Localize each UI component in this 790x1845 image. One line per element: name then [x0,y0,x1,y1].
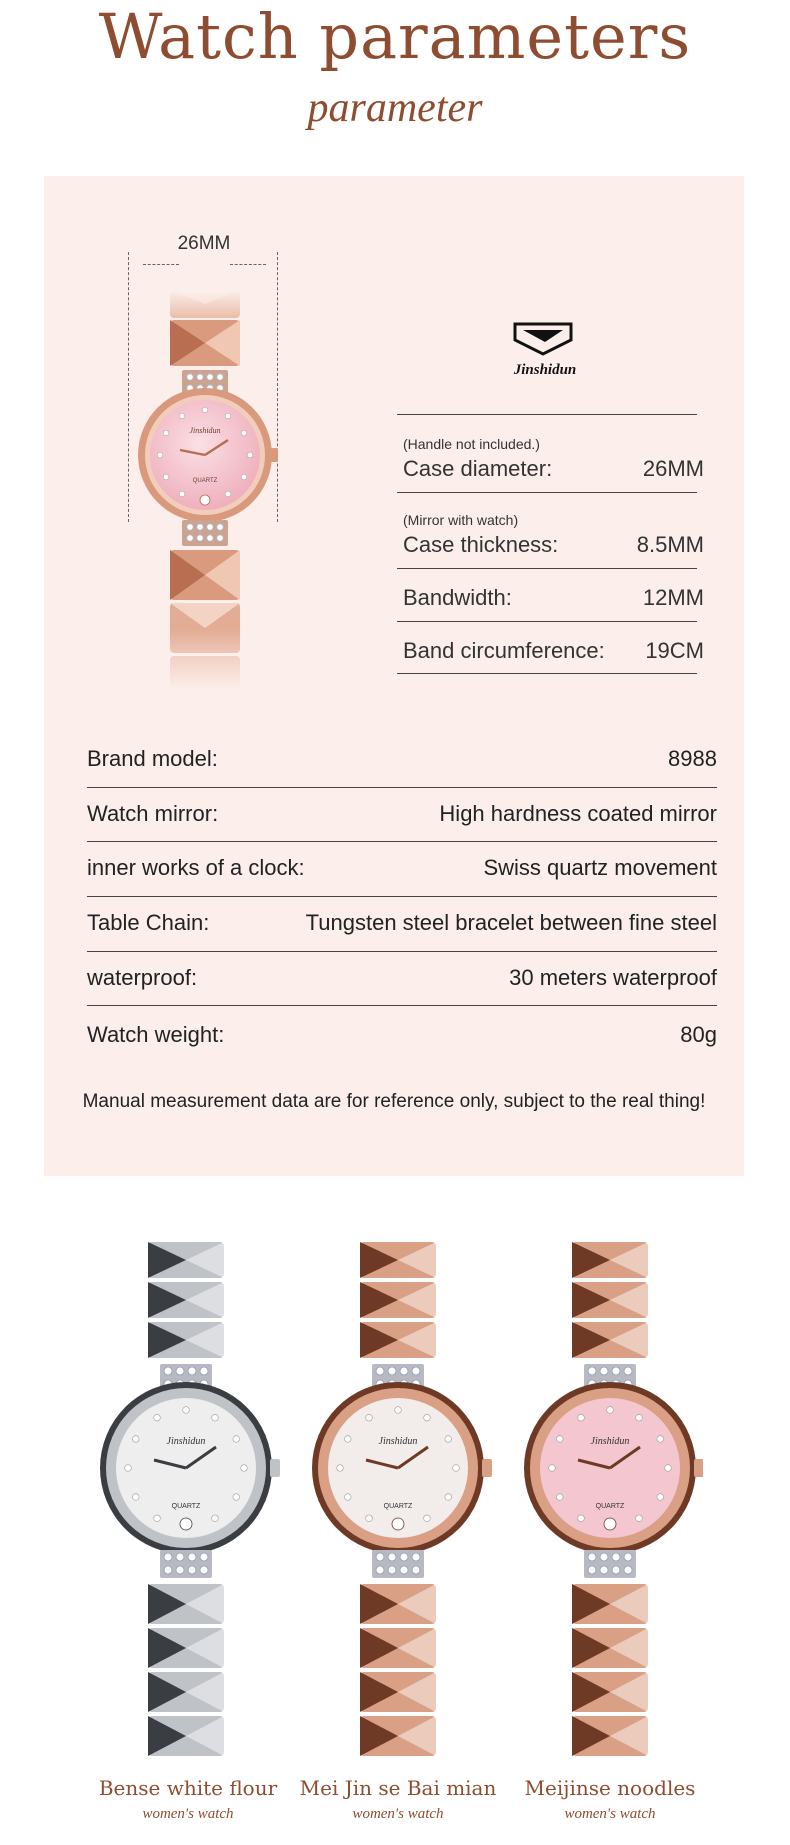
detail-label-watch-mirror: Watch mirror: [87,801,219,826]
variant-dial-text: QUARTZ [595,1503,625,1510]
detail-divider [87,787,717,788]
dial-brand: Jinshidun [189,426,221,435]
spec-label-band-circumference: Band circumference: [403,638,605,663]
dimension-line-right [230,264,266,265]
spec-divider-top [397,414,697,415]
variant-watch-1 [100,1242,280,1756]
spec-divider [397,673,697,674]
spec-value-band-circumference: 19CM [645,638,704,663]
measurement-note: Manual measurement data are for reference only, subject to the real thing! [82,1091,706,1112]
detail-value-movement: Swiss quartz movement [483,855,717,880]
variant-name-1: Bense white flour [98,1776,278,1800]
detail-value-waterproof: 30 meters waterproof [509,965,717,990]
brand-logo-text: Jinshidun [513,362,577,378]
detail-value-watch-weight: 80g [680,1022,717,1047]
spec-label-case-diameter: Case diameter: [403,456,553,481]
variant-dial-text: QUARTZ [171,1503,201,1510]
detail-divider [87,951,717,952]
spec-value-case-thickness: 8.5MM [636,532,704,557]
detail-value-watch-mirror: High hardness coated mirror [439,801,717,826]
detail-divider [87,841,717,842]
variant-dial-text: QUARTZ [383,1503,413,1510]
spec-label-case-thickness: Case thickness: [403,532,559,557]
variant-dial-brand: Jinshidun [166,1436,206,1447]
variant-sub-1: women's watch [142,1806,234,1822]
variant-sub-2: women's watch [352,1806,444,1822]
spec-divider [397,621,697,622]
detail-value-table-chain: Tungsten steel bracelet between fine steel [305,910,717,935]
variant-watch-2 [312,1242,492,1756]
variant-watch-3 [524,1242,703,1756]
spec-value-bandwidth: 12MM [642,585,704,610]
variant-name-2: Mei Jin se Bai mian [299,1776,497,1800]
variant-dial-brand: Jinshidun [378,1436,418,1447]
spec-divider [397,568,697,569]
detail-label-waterproof: waterproof: [87,965,198,990]
dial-text: QUARTZ [192,478,218,484]
detail-label-brand-model: Brand model: [87,746,218,771]
detail-label-movement: inner works of a clock: [87,855,305,880]
width-dimension-label: 26MM [177,233,231,254]
detail-label-table-chain: Table Chain: [87,910,210,935]
page-title: Watch parameters [98,0,692,73]
spec-label-bandwidth: Bandwidth: [403,585,512,610]
watch-illustration [120,290,290,690]
page-subtitle: parameter [307,85,483,131]
spec-note-case-thickness: (Mirror with watch) [403,512,519,528]
detail-divider [87,896,717,897]
spec-value-case-diameter: 26MM [642,456,704,481]
spec-note-case-diameter: (Handle not included.) [403,436,540,452]
variant-dial-brand: Jinshidun [590,1436,630,1447]
variant-name-3: Meijinse noodles [524,1776,696,1800]
dimension-line-left [143,264,179,265]
detail-divider [87,1005,717,1006]
brand-logo-icon [505,322,585,366]
detail-value-brand-model: 8988 [668,746,717,771]
variant-watches [93,1242,703,1762]
detail-label-watch-weight: Watch weight: [87,1022,225,1047]
spec-divider [397,492,697,493]
variant-sub-3: women's watch [564,1806,656,1822]
